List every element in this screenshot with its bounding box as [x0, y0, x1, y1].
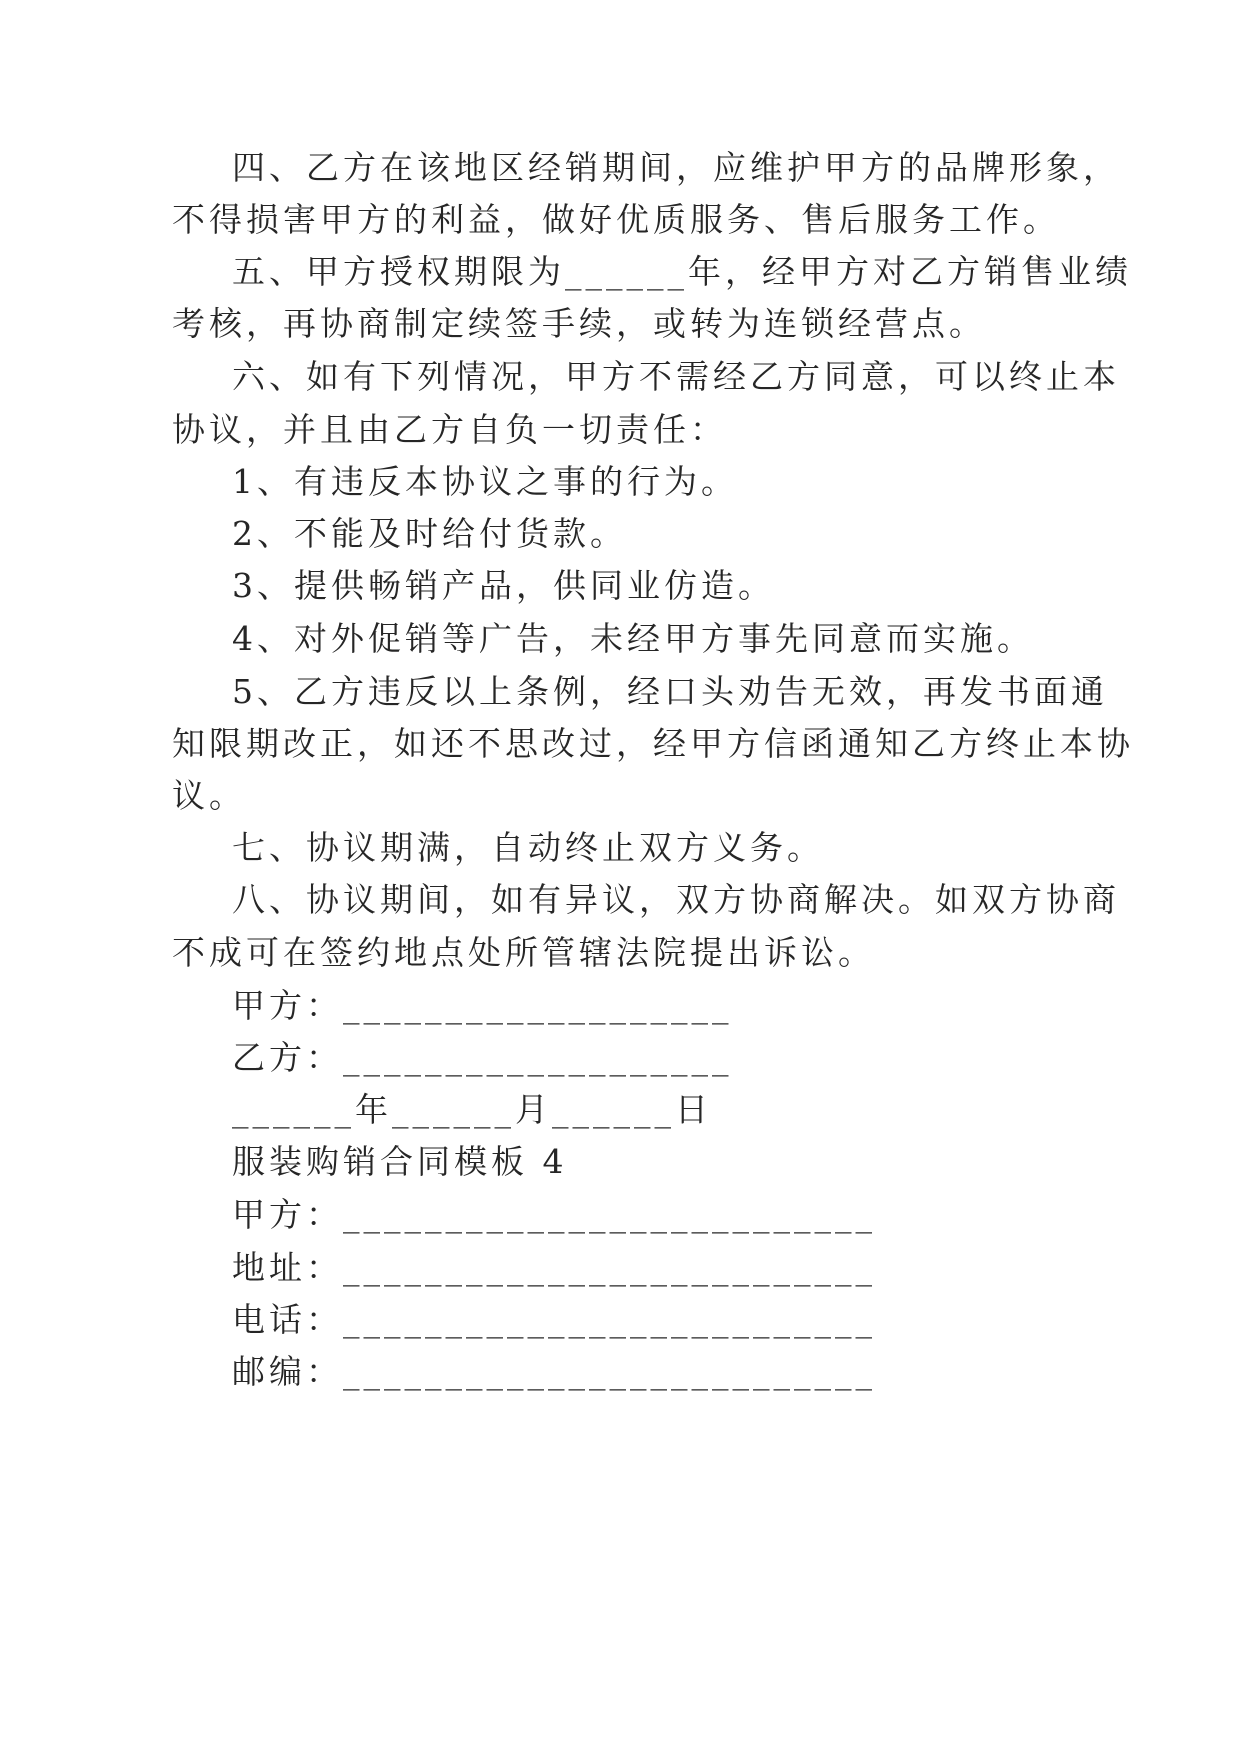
clause-7: 七、协议期满，自动终止双方义务。 [232, 828, 824, 867]
clause-6-item-5-line-3: 议。 [172, 776, 246, 815]
clause-6-line-2: 协议，并且由乙方自负一切责任： [172, 410, 727, 449]
signature-party-b: 乙方：___________________ [232, 1038, 733, 1077]
party-a-field: 甲方：__________________________ [232, 1195, 876, 1234]
clause-8-line-1: 八、协议期间，如有异议，双方协商解决。如双方协商 [232, 880, 1120, 919]
clause-6-item-2: 2、不能及时给付货款。 [232, 514, 627, 553]
clause-5-line-2: 考核，再协商制定续签手续，或转为连锁经营点。 [172, 304, 986, 343]
clause-6-item-1: 1、有违反本协议之事的行为。 [232, 462, 738, 501]
clause-5-line-1: 五、甲方授权期限为______年，经甲方对乙方销售业绩 [232, 252, 1132, 291]
clause-6-item-4: 4、对外促销等广告，未经甲方事先同意而实施。 [232, 619, 1034, 658]
clause-6-item-5-line-1: 5、乙方违反以上条例，经口头劝告无效，再发书面通 [232, 672, 1108, 711]
signature-party-a: 甲方：___________________ [232, 986, 733, 1025]
clause-4-line-2: 不得损害甲方的利益，做好优质服务、售后服务工作。 [172, 200, 1060, 239]
address-field: 地址：__________________________ [232, 1248, 876, 1287]
clause-6-item-5-line-2: 知限期改正，如还不思改过，经甲方信函通知乙方终止本协 [172, 724, 1134, 763]
template-4-title: 服装购销合同模板 4 [232, 1142, 568, 1181]
signature-date: ______年______月______日 [232, 1090, 712, 1129]
clause-8-line-2: 不成可在签约地点处所管辖法院提出诉讼。 [172, 933, 875, 972]
clause-4-line-1: 四、乙方在该地区经销期间，应维护甲方的品牌形象， [232, 148, 1120, 187]
phone-field: 电话：__________________________ [232, 1300, 876, 1339]
clause-6-item-3: 3、提供畅销产品，供同业仿造。 [232, 566, 775, 605]
postcode-field: 邮编：__________________________ [232, 1352, 876, 1391]
clause-6-line-1: 六、如有下列情况，甲方不需经乙方同意，可以终止本 [232, 357, 1120, 396]
